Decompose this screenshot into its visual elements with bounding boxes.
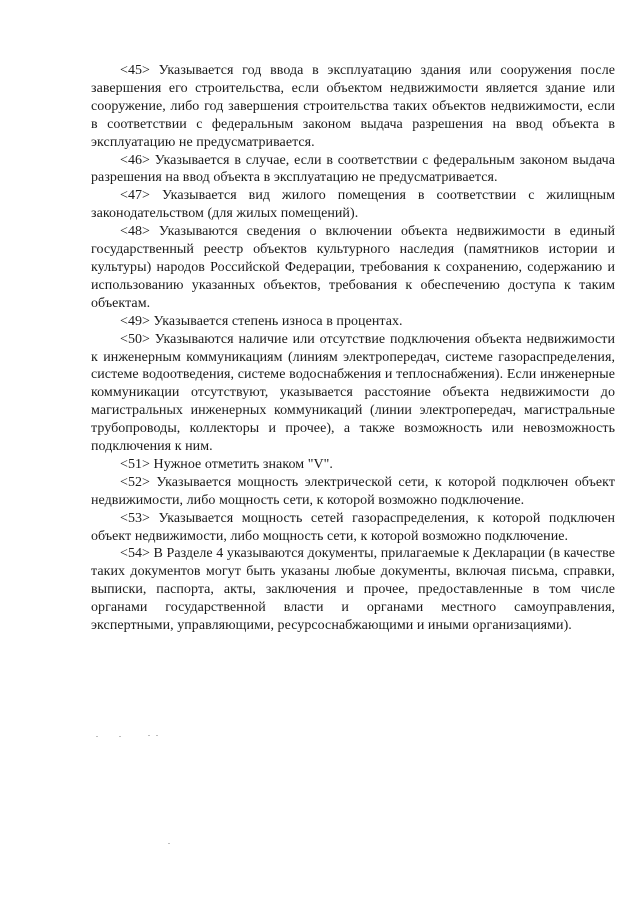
scan-speck [156, 735, 158, 736]
footnote-47: <47> Указывается вид жилого помещения в соответствии с жилищным законодательством (для жилых помещений). [91, 188, 615, 222]
scan-speck [96, 736, 98, 737]
scan-speck [119, 736, 121, 737]
footnotes-block [91, 62, 615, 635]
footnote-54: <54> В Разделе 4 указываются документы, прилагаемые к Декларации (в качестве таких документов могут быть указаны любые документы, включая письма, справки, выписки, паспорта, акты, заключения и прочее, предоставленные в том числе органами государственной власти и органами местного самоуправления, экспертными, управляющими, ресурсоснабжающими и иными организациями). [91, 546, 615, 634]
scan-speck [168, 843, 170, 844]
footnote-46: <46> Указывается в случае, если в соответствии с федеральным законом выдача разрешения на ввод объекта в эксплуатацию не предусматривается. [91, 152, 615, 186]
footnote-48: <48> Указываются сведения о включении объекта недвижимости в единый государственный реестр объектов культурного наследия (памятников истории и культуры) народов Российской Федерации, требования к сохранению, содержанию и использованию указанных объектов, требования к обеспечению доступа к таким объектам. [91, 224, 615, 311]
footnote-45: <45> Указывается год ввода в эксплуатацию здания или сооружения после завершения его строительства, если объектом недвижимости является здание или сооружение, либо год завершения строительства таких объектов недвижимости, если в соответствии с федеральным законом выдача разрешения на ввод объекта в эксплуатацию не предусматривается. [91, 63, 615, 150]
footnote-50: <50> Указываются наличие или отсутствие подключения объекта недвижимости к инженерным коммуникациям (линиям электропередач, системе газораспределения, системе водоотведения, системе водоснабжения и теплоснабжения). Если инженерные коммуникации отсутствуют, указывается расстояние объекта недвижимости до магистральных инженерных коммуникаций (линии электропередач, магистральные трубопроводы, коллекторы и прочее), а также возможность или невозможность подключения к ним. [91, 331, 615, 455]
footnote-53: <53> Указывается мощность сетей газораспределения, к которой подключен объект недвижимости, либо мощность сети, к которой возможно подключение. [91, 510, 615, 544]
footnote-51: <51> Нужное отметить знаком "V". [120, 456, 333, 472]
footnote-52: <52> Указывается мощность электрической сети, к которой подключен объект недвижимости, либо мощность сети, к которой возможно подключение. [91, 474, 615, 508]
scan-speck [148, 735, 150, 736]
footnote-49: <49> Указывается степень износа в процентах. [120, 313, 403, 329]
